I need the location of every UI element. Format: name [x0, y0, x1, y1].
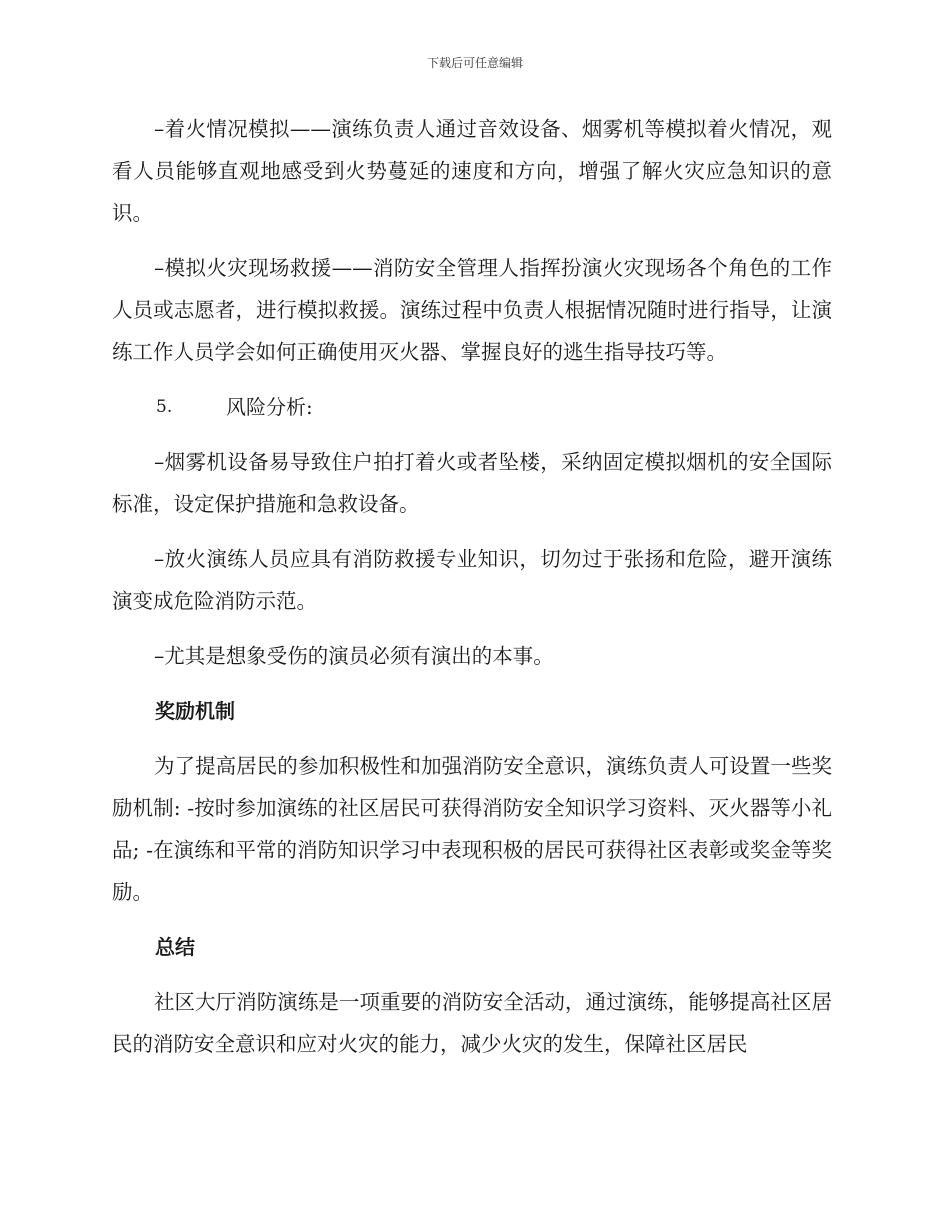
paragraph-risk-actors: –尤其是想象受伤的演员必须有演出的本事。	[154, 644, 554, 668]
paragraph-rescue-simulation: –模拟火灾现场救援——消防安全管理人指挥扮演火灾现场各个角色的工作人员或志愿者，进行模拟救援。演练过程中负责人根据情况随时进行指导，让演练工作人员学会如何正确使用灭火器、掌握良好的逃生指导技巧等。	[112, 256, 832, 364]
paragraph-risk-smoke: –烟雾机设备易导致住户拍打着火或者坠楼，采纳固定模拟烟机的安全国际标准，设定保护措施和急救设备。	[112, 450, 832, 516]
paragraph-fire-simulation: –着火情况模拟——演练负责人通过音效设备、烟雾机等模拟着火情况，观看人员能够直观地感受到火势蔓延的速度和方向，增强了解火灾应急知识的意识。	[112, 117, 832, 225]
section-number: 5.	[156, 397, 173, 417]
heading-reward: 奖励机制	[155, 699, 235, 723]
page-header: 下载后可任意编辑	[426, 56, 523, 70]
heading-summary: 总结	[155, 935, 195, 959]
paragraph-summary: 社区大厅消防演练是一项重要的消防安全活动，通过演练，能够提高社区居民的消防安全意识和应对火灾的能力，减少火灾的发生，保障社区居民	[112, 990, 832, 1056]
document-body	[112, 108, 832, 1078]
paragraph-reward: 为了提高居民的参加积极性和加强消防安全意识，演练负责人可设置一些奖励机制: -按时参加演练的社区居民可获得消防安全知识学习资料、灭火器等小礼品; -在演练和平常的消防知识学习中表现积极的居民可获得社区表彰或奖金等奖励。	[112, 754, 832, 904]
section-risk-analysis	[112, 386, 832, 428]
section-title: 风险分析:	[226, 395, 313, 419]
paragraph-risk-personnel: –放火演练人员应具有消防救援专业知识，切勿过于张扬和危险，避开演练演变成危险消防示范。	[112, 547, 832, 613]
